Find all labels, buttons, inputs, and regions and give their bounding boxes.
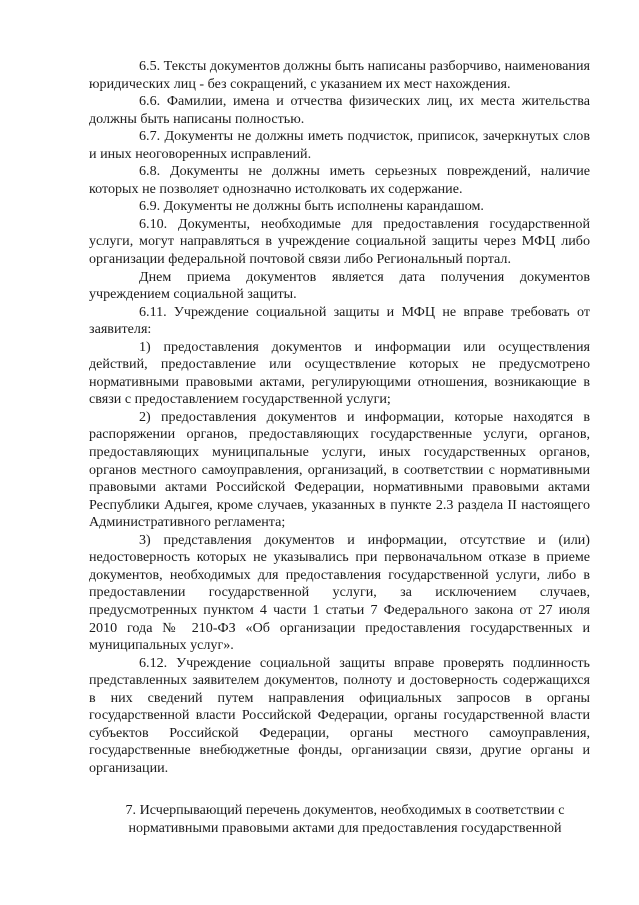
section-heading-line-1: 7. Исчерпывающий перечень документов, необходимых в соответствии с (125, 802, 565, 818)
paragraph-6-6: 6.6. Фамилии, имена и отчества физических лиц, их места жительства должны быть написаны полностью. (89, 93, 590, 127)
paragraph-6-10: 6.10. Документы, необходимые для предоставления государственной услуги, могут направляться в учреждение социальной защиты через МФЦ либо организации федеральной почтовой связи либо Региональный портал. (89, 215, 590, 268)
section-7-heading (100, 801, 590, 837)
list-item-3: 3) представления документов и информации, отсутствие и (или) недостоверность которых не указывались при первоначальном отказе в приеме документов, необходимых для предоставления государственной услуги, либо в предоставлении государственной услуги, за исключением случаев, предусмотренных пунктом 4 части 1 статьи 7 Федерального закона от 27 июля 2010 года № 210-ФЗ «Об организации предоставления государственных и муниципальных услуг». (89, 531, 590, 654)
document-body (89, 58, 590, 777)
paragraph-receipt-date: Днем приема документов является дата получения документов учреждением социальной защиты. (89, 268, 590, 303)
list-item-2: 2) предоставления документов и информации, которые находятся в распоряжении органов, предоставляющих государственные услуги, органов, предоставляющих муниципальные услуги, иных государственных органов, органов местного самоуправления, организаций, в соответствии с нормативными правовыми актами Российской Федерации, нормативными правовыми актами Республики Адыгея, кроме случаев, указанных в пункте 2.3 раздела II настоящего Административного регламента; (89, 408, 590, 531)
paragraph-6-7: 6.7. Документы не должны иметь подчисток, приписок, зачеркнутых слов и иных неоговоренных исправлений. (89, 128, 590, 162)
paragraph-6-5: 6.5. Тексты документов должны быть написаны разборчиво, наименования юридических лиц - без сокращений, с указанием их мест нахождения. (89, 58, 590, 92)
paragraph-6-12: 6.12. Учреждение социальной защиты вправе проверять подлинность представленных заявителем документов, полноту и достоверность содержащихся в них сведений путем направления официальных запросов в органы государственной власти Российской Федерации, органы государственной власти субъектов Российской Федерации, органы местного самоуправления, государственные внебюджетные фонды, организации связи, другие органы и организации. (89, 654, 590, 776)
paragraph-6-8: 6.8. Документы не должны иметь серьезных повреждений, наличие которых не позволяет однозначно истолковать их содержание. (89, 163, 590, 197)
list-item-1: 1) предоставления документов и информации или осуществления действий, предоставление или осуществление которых не предусмотрено нормативными правовыми актами, регулирующими отношения, возникающие в связи с предоставлением государственной услуги; (89, 338, 590, 408)
paragraph-6-11: 6.11. Учреждение социальной защиты и МФЦ не вправе требовать от заявителя: (89, 303, 590, 338)
paragraph-6-9: 6.9. Документы не должны быть исполнены карандашом. (139, 198, 484, 215)
section-heading-line-2: нормативными правовыми актами для предоставления государственной (128, 820, 562, 836)
